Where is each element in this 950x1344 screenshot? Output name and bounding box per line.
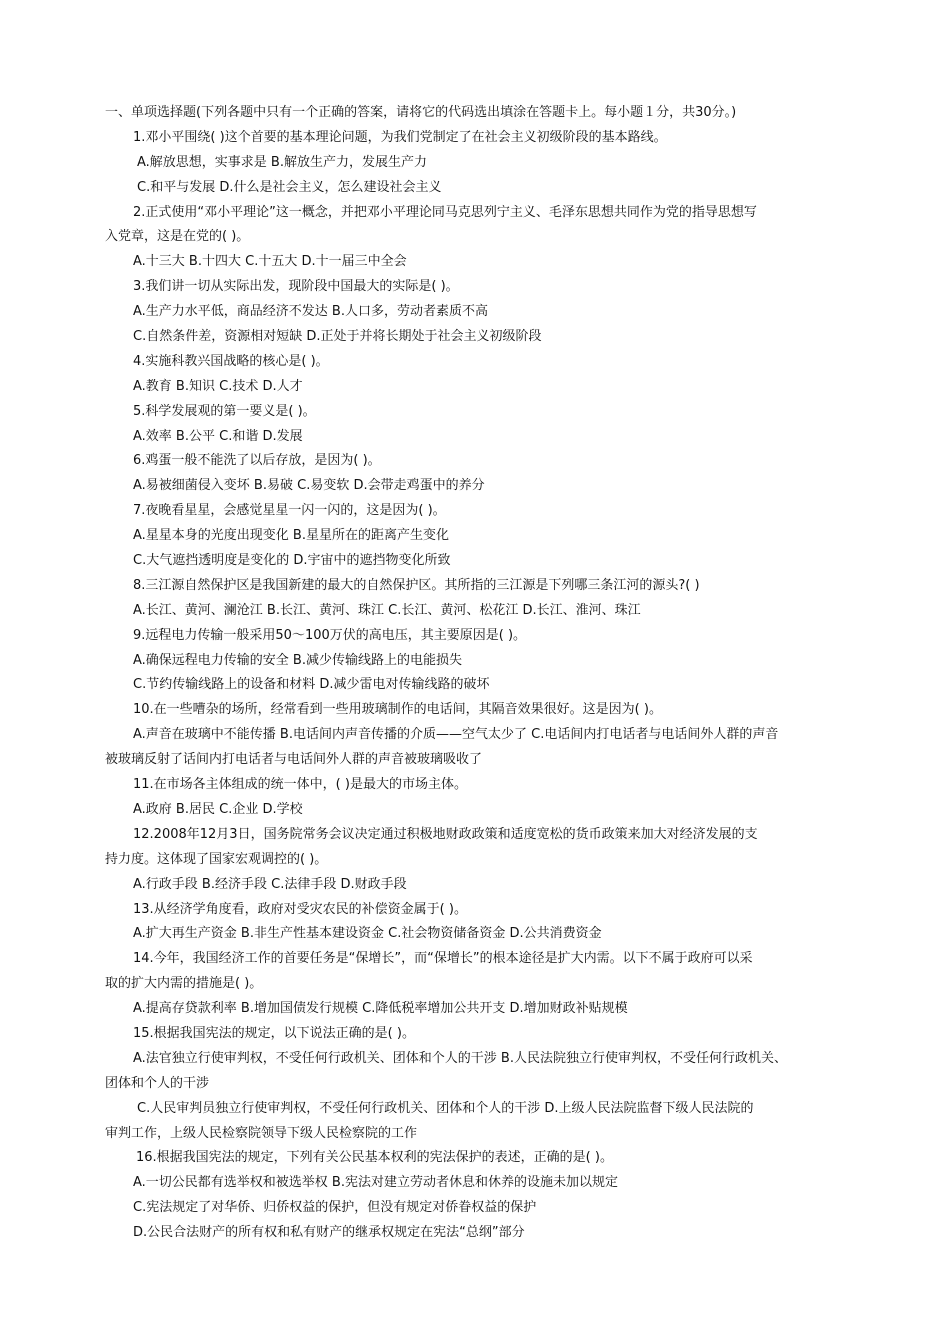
question-15-options-cd-continued: 审判工作，上级人民检察院领导下级人民检察院的工作 — [105, 1125, 418, 1141]
question-9: 9.远程电力传输一般采用50～100万伏的高电压，其主要原因是( )。 — [133, 627, 527, 643]
question-2: 2.正式使用“邓小平理论”这一概念，并把邓小平理论同马克思列宁主义、毛泽东思想共同作为党的指导思想写 — [133, 204, 757, 220]
question-7: 7.夜晚看星星，会感觉星星一闪一闪的，这是因为( )。 — [133, 503, 446, 519]
question-6-options: A.易被细菌侵入变坏 B.易破 C.易变软 D.会带走鸡蛋中的养分 — [133, 478, 485, 494]
question-14-options: A.提高存贷款利率 B.增加国债发行规模 C.降低税率增加公共开支 D.增加财政补贴规模 — [133, 1001, 628, 1017]
question-12-continued: 持力度。这体现了国家宏观调控的( )。 — [105, 851, 328, 867]
question-2-options: A.十三大 B.十四大 C.十五大 D.十一届三中全会 — [133, 254, 407, 270]
question-3: 3.我们讲一切从实际出发，现阶段中国最大的实际是( )。 — [133, 279, 459, 295]
question-11-options: A.政府 B.居民 C.企业 D.学校 — [133, 801, 303, 817]
question-9-options-cd: C.节约传输线路上的设备和材料 D.减少雷电对传输线路的破坏 — [133, 677, 490, 693]
question-10-options-continued: 被玻璃反射了话间内打电话者与电话间外人群的声音被玻璃吸收了 — [105, 752, 483, 768]
question-16-option-c: C.宪法规定了对华侨、归侨权益的保护，但没有规定对侨眷权益的保护 — [133, 1200, 537, 1216]
question-12-options: A.行政手段 B.经济手段 C.法律手段 D.财政手段 — [133, 876, 407, 892]
question-2-continued: 入党章，这是在党的( )。 — [105, 229, 250, 245]
question-6: 6.鸡蛋一般不能洗了以后存放，是因为( )。 — [133, 453, 381, 469]
question-10-options: A.声音在玻璃中不能传播 B.电话间内声音传播的介质——空气太少了 C.电话间内打电话者与电话间外人群的声音 — [133, 727, 779, 743]
question-7-options-ab: A.星星本身的光度出现变化 B.星星所在的距离产生变化 — [133, 528, 449, 544]
question-15: 15.根据我国宪法的规定，以下说法正确的是( )。 — [133, 1025, 415, 1041]
question-16-options-ab: A.一切公民都有选举权和被选举权 B.宪法对建立劳动者休息和休养的设施未加以规定 — [133, 1175, 618, 1191]
question-16: 16.根据我国宪法的规定，下列有关公民基本权利的宪法保护的表述，正确的是( )。 — [136, 1150, 613, 1166]
question-7-options-cd: C.大气遮挡透明度是变化的 D.宇宙中的遮挡物变化所致 — [133, 553, 451, 569]
exam-text — [105, 101, 851, 1246]
question-9-options-ab: A.确保远程电力传输的安全 B.减少传输线路上的电能损失 — [133, 652, 462, 668]
question-15-options-cd: C.人民审判员独立行使审判权，不受任何行政机关、团体和个人的干涉 D.上级人民法院监督下级人民法院的 — [137, 1100, 754, 1116]
question-1-options-ab: A.解放思想，实事求是 B.解放生产力，发展生产力 — [137, 154, 427, 170]
question-4: 4.实施科教兴国战略的核心是( )。 — [133, 353, 329, 369]
question-1-options-cd: C.和平与发展 D.什么是社会主义，怎么建设社会主义 — [137, 179, 442, 195]
question-16-option-d: D.公民合法财产的所有权和私有财产的继承权规定在宪法“总纲”部分 — [133, 1225, 525, 1241]
section-heading: 一、单项选择题(下列各题中只有一个正确的答案，请将它的代码选出填涂在答题卡上。每小题１分，共30分。) — [105, 105, 737, 120]
question-3-options-cd: C.自然条件差，资源相对短缺 D.正处于并将长期处于社会主义初级阶段 — [133, 329, 542, 345]
question-10: 10.在一些嘈杂的场所，经常看到一些用玻璃制作的电话间，其隔音效果很好。这是因为( )。 — [133, 702, 662, 718]
question-15-options-ab-continued: 团体和个人的干涉 — [105, 1075, 210, 1091]
question-13: 13.从经济学角度看，政府对受灾农民的补偿资金属于( )。 — [133, 901, 467, 917]
question-4-options: A.教育 B.知识 C.技术 D.人才 — [133, 378, 303, 394]
question-14-continued: 取的扩大内需的措施是( )。 — [105, 976, 263, 992]
question-8: 8.三江源自然保护区是我国新建的最大的自然保护区。其所指的三江源是下列哪三条江河的源头?( ) — [133, 577, 700, 593]
question-14: 14.今年，我国经济工作的首要任务是“保增长”，而“保增长”的根本途径是扩大内需。以下不属于政府可以采 — [133, 951, 753, 967]
question-11: 11.在市场各主体组成的统一体中，( )是最大的市场主体。 — [133, 777, 467, 793]
question-5: 5.科学发展观的第一要义是( )。 — [133, 403, 316, 419]
question-15-options-ab: A.法官独立行使审判权，不受任何行政机关、团体和个人的干涉 B.人民法院独立行使审判权，不受任何行政机关、 — [133, 1050, 787, 1066]
question-13-options: A.扩大再生产资金 B.非生产性基本建设资金 C.社会物资储备资金 D.公共消费资金 — [133, 926, 602, 942]
question-5-options: A.效率 B.公平 C.和谐 D.发展 — [133, 428, 303, 444]
question-8-options: A.长江、黄河、澜沧江 B.长江、黄河、珠江 C.长江、黄河、松花江 D.长江、淮河、珠江 — [133, 602, 641, 618]
question-3-options-ab: A.生产力水平低，商品经济不发达 B.人口多，劳动者素质不高 — [133, 304, 488, 320]
question-1: 1.邓小平围绕( )这个首要的基本理论问题，为我们党制定了在社会主义初级阶段的基本路线。 — [133, 129, 667, 145]
question-12: 12.2008年12月3日，国务院常务会议决定通过积极地财政政策和适度宽松的货币政策来加大对经济发展的支 — [133, 826, 758, 842]
